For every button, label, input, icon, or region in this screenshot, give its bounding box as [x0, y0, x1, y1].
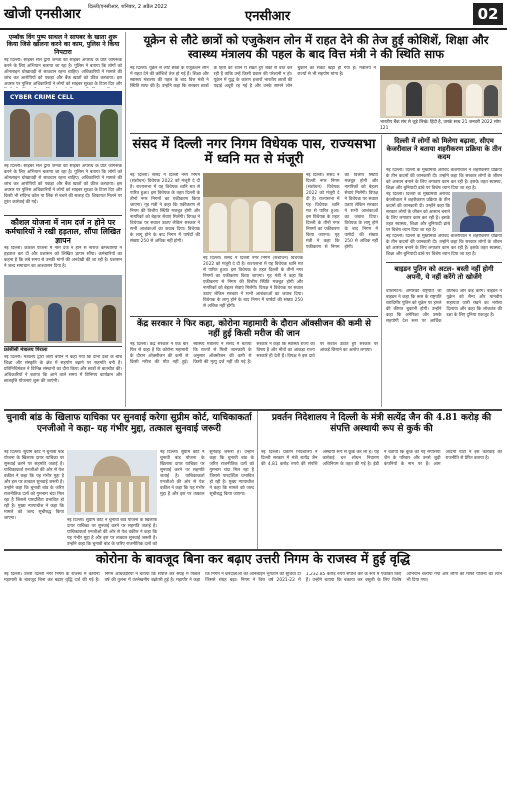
kejriwal-photo	[452, 192, 502, 232]
lead-body: नई दिल्ली। यूक्रेन से लौटे छात्रों के एजुकेशन लोन में राहत देने की कोशिशें तेज हो गई हैं। शिक्षा और स्वास्थ्य मंत्रालय की पहल के बाद वित्त मंत्री ने स्थिति साफ की है। उन्होंने कहा कि सरकार छात्रों के हितों को ध्यान में रखते हुए बैंकों से बात कर रही है ताकि उन्हें किसी प्रकार की परेशानी न हो। यूक्रेन में युद्ध के कारण हजारों भारतीय छात्रों की पढ़ाई अधूरी रह गई है और उनके सामने लोन चुकाने का संकट खड़ा हो गया है। मंत्रालय ने राज्यों से भी सहयोग मांगा है।	[130, 66, 376, 89]
ministry-story-headline: फ्रांसीसी मंत्रालय पिराला	[4, 347, 48, 353]
left-story-headline: एम्बॉक विंग पुष्प साथल ने सायबर के खाता शुरू किया जिसे खोलना करने का काम, पुलिस ने किया निपटारा	[6, 34, 120, 56]
kejriwal-body-cont: नई दिल्ली। दिल्ली के मुख्यमंत्री अरविंद केजरीवाल ने शहरीकरण प्रक्रिया के तीन कदमों की जानकारी दी। उन्होंने कहा कि सरकार लोगों के जीवन को आसान बनाने के लिए लगातार काम कर रही है। इसके तहत स्वास्थ्य, शिक्षा और बुनियादी ढांचे पर विशेष ध्यान दिया जा रहा है।	[386, 192, 450, 232]
lead-headline: यूक्रेन से लौटे छात्रों को एजुकेशन लोन में राहत देने की तेज हुई कोशिशें, शिक्षा और स्वास्थ्य मंत्रालय की पहल के बाद वित्त मंत्री ने की स्थिति साफ	[143, 33, 489, 61]
column-divider	[257, 411, 258, 549]
supreme-court-photo	[67, 450, 157, 515]
left-story-photo	[4, 91, 122, 161]
brand-name: खोजी एनसीआर	[4, 7, 81, 22]
mcd-bill-photo	[203, 173, 303, 253]
strike-story-headline: कौशल योजना में नाम दर्ज न होने पर कर्मचारियों ने रखी हड़ताल, सौंपा लिखित ज्ञापन	[5, 218, 121, 246]
kejriwal-body-tail: नई दिल्ली। दिल्ली के मुख्यमंत्री अरविंद केजरीवाल ने शहरीकरण प्रक्रिया के तीन कदमों की जानकारी दी। उन्होंने कहा कि सरकार लोगों के जीवन को आसान बनाने के लिए लगातार काम कर रही है। इसके तहत स्वास्थ्य, शिक्षा और बुनियादी ढांचे पर विशेष ध्यान दिया जा रहा है।	[386, 234, 502, 257]
divider	[130, 316, 378, 317]
divider	[386, 262, 502, 263]
strike-story-body: नई दिल्ली। कौशल योजना में नाम दर्ज न होने से नाराज कर्मचारियों ने हड़ताल कर दी और प्रशासन को लिखित ज्ञापन सौंपा। कर्मचारियों का कहना है कि लंबे समय से उनकी मांगों की अनदेखी की जा रही है। प्रशासन ने जल्द समाधान का आश्वासन दिया है।	[4, 246, 122, 269]
ministry-story-body: नई दिल्ली। मंत्रालय द्वारा जारी बयान में कहा गया कि दोनों देशों के बीच शिक्षा और संस्कृति के क्षेत्र में सहयोग बढ़ाने पर सहमति बनी है। प्रतिनिधिमंडल ने विभिन्न संस्थानों का दौरा किया और छात्रों से बातचीत की। अधिकारियों ने बताया कि आने वाले समय में विनिमय कार्यक्रम और छात्रवृत्ति योजनाएं शुरू की जाएंगी।	[4, 355, 122, 384]
electoral-bond-headline: चुनावी बांड के खिलाफ याचिका पर सुनवाई करेगा सुप्रीम कोर्ट, याचिकाकर्ता एनजीओ ने कहा- यह गंभीर मुद्दा, तत्काल सुनवाई जरूरी	[6, 413, 252, 434]
dateline: दिल्ली/एनसीआर, शनिवार, 2 अप्रैल 2022	[88, 4, 168, 10]
mcd-bill-body-left: नई दिल्ली। संसद ने दिल्ली नगर निगम (संशोधन) विधेयक 2022 को मंजूरी दे दी है। राज्यसभा में यह विधेयक ध्वनि मत से पारित हुआ। इस विधेयक के तहत दिल्ली के तीनों नगर निगमों का एकीकरण किया जाएगा। गृह मंत्री ने कहा कि एकीकरण से निगम की वित्तीय स्थिति मजबूत होगी और नागरिकों को बेहतर सेवाएं मिलेंगी। विपक्ष ने विधेयक पर सवाल उठाए लेकिन सरकार ने सभी आशंकाओं का जवाब दिया। विधेयक के लागू होने के बाद निगम में पार्षदों की संख्या 250 से अधिक नहीं होगी।	[130, 173, 200, 244]
lead-photo	[380, 66, 502, 118]
satyendar-headline: प्रवर्तन निदेशालय ने दिल्ली के मंत्री सत्येंद्र जैन की 4.81 करोड़ की संपत्ति अस्थायी रूप से कुर्क की	[271, 413, 492, 434]
section-title: एनसीआर	[245, 9, 291, 24]
lead-photo-caption: भारतीय बैंक संघ से जुड़े लिखे। हिंदी है, उसके साथ 21 जनवरी 2022 सोम 121	[380, 120, 501, 131]
column-divider	[381, 135, 382, 407]
left-story-body: नई दिल्ली। साइबर सेल द्वारा जनता को साइबर अपराध के प्रति जागरूक करने के लिए अभियान चलाया जा रहा है। पुलिस ने बताया कि लोगों को ऑनलाइन धोखाधड़ी से सावधान रहना चाहिए। अधिकारियों ने मामले की जांच कर आरोपियों को पकड़ा और बैंक खातों को फ्रीज करवाया। इस अवसर पर पुलिस अधिकारियों ने लोगों को साइबर सुरक्षा के टिप्स दिए और	[4, 58, 122, 87]
kejriwal-body: नई दिल्ली। दिल्ली के मुख्यमंत्री अरविंद केजरीवाल ने शहरीकरण प्रक्रिया के तीन कदमों की जानकारी दी। उन्होंने कहा कि सरकार लोगों के जीवन को आसान बनाने के लिए लगातार काम कर रही है। इसके तहत स्वास्थ्य, शिक्षा और बुनियादी ढांचे पर विशेष ध्यान दिया जा रहा है।	[386, 168, 502, 190]
mcd-bill-body-right: नई दिल्ली। संसद ने दिल्ली नगर निगम (संशोधन) विधेयक 2022 को मंजूरी दे दी है। राज्यसभा में यह विधेयक ध्वनि मत से पारित हुआ। इस विधेयक के तहत दिल्ली के तीनों नगर निगमों का एकीकरण किया जाएगा। गृह मंत्री ने कहा कि एकीकरण से निगम की वित्तीय स्थिति मजबूत होगी और नागरिकों को बेहतर सेवाएं मिलेंगी। विपक्ष ने विधेयक पर सवाल उठाए लेकिन सरकार ने सभी आशंकाओं का जवाब दिया। विधेयक के लागू होने के बाद निगम में पार्षदों की संख्या 250 से अधिक नहीं होगी।	[306, 173, 378, 250]
divider	[4, 409, 502, 411]
kejriwal-headline: दिल्ली में लोगों को मिलेगा बढ़ावा, सीएम केजरीवाल ने बताया शहरीकरण प्रक्रिया के तीन कदम	[386, 137, 502, 162]
left-story-body-cont: नई दिल्ली। साइबर सेल द्वारा जनता को साइबर अपराध के प्रति जागरूक करने के लिए अभियान चलाया जा रहा है। पुलिस ने बताया कि लोगों को ऑनलाइन धोखाधड़ी से सावधान रहना चाहिए। अधिकारियों ने मामले की जांच कर आरोपियों को पकड़ा और बैंक खातों को फ्रीज करवाया। इस अवसर पर पुलिस अधिकारियों ने लोगों को साइबर सुरक्षा के टिप्स दिए और किसी भी संदिग्ध कॉल या लिंक से बचने की सलाह दी। शिकायत मिलने पर तुरंत कार्रवाई की गई।	[4, 164, 122, 205]
oxygen-body: नई दिल्ली। केंद्र सरकार ने एक बार फिर से कहा है कि कोरोना महामारी के दौरान ऑक्सीजन की कमी से किसी मरीज की मौत नहीं हुई। स्वास्थ्य मंत्रालय ने संसद में बताया कि राज्यों से मिली जानकारी के अनुसार ऑक्सीजन की कमी से किसी की मृत्यु दर्ज नहीं की गई है। सरकार ने कहा कि स्वास्थ्य राज्य का विषय है और मौतों का आंकड़ा राज्य सरकारें ही देती हैं। विपक्ष ने इस दावे पर सवाल उठाते हुए सरकार पर आंकड़े छिपाने का आरोप लगाया।	[130, 342, 378, 365]
satyendar-body: नई दिल्ली। प्रवर्तन निदेशालय ने दिल्ली सरकार में मंत्री सत्येंद्र जैन की 4.81 करोड़ रुपये की संपत्ति अस्थायी रूप से कुर्क कर ली है। यह कार्रवाई धन शोधन निवारण अधिनियम के तहत की गई है। ईडी ने बताया कि कुर्क की गई संपत्तियां जैन के परिवार और उनसे जुड़ी कंपनियों के नाम पर हैं। आम आदमी पार्टी ने इस कार्रवाई को राजनीति से प्रेरित बताया है।	[261, 450, 502, 467]
electoral-bond-body-left: नई दिल्ली। सुप्रीम कोर्ट ने चुनावी बांड योजना के खिलाफ दायर याचिका पर सुनवाई करने पर सहमति जताई है। याचिकाकर्ता एनजीओ की ओर से पेश वकील ने कहा कि यह गंभीर मुद्दा है और इस पर तत्काल सुनवाई जरूरी है। उन्होंने कहा कि चुनावी बांड के जरिए राजनीतिक दलों को गुमनाम चंदा मिल रहा है जिससे पारदर्शिता प्रभावित हो रही है। मुख्य न्यायाधीश ने कहा कि मामले को जल्द सूचीबद्ध किया जाएगा।	[4, 450, 64, 521]
electoral-bond-body-mid: नई दिल्ली। सुप्रीम कोर्ट ने चुनावी बांड योजना के खिलाफ दायर याचिका पर सुनवाई करने पर सहमति जताई है। याचिकाकर्ता एनजीओ की ओर से पेश वकील ने कहा कि यह गंभीर मुद्दा है और इस पर तत्काल सुनवाई जरूरी है। उन्होंने कहा कि चुनावी बांड के जरिए राजनीतिक दलों को	[67, 518, 157, 546]
divider	[130, 133, 502, 134]
page-number: 02	[473, 3, 503, 25]
electoral-bond-body-right: नई दिल्ली। सुप्रीम कोर्ट ने चुनावी बांड योजना के खिलाफ दायर याचिका पर सुनवाई करने पर सहमति जताई है। याचिकाकर्ता एनजीओ की ओर से पेश वकील ने कहा कि यह गंभीर मुद्दा है और इस पर तत्काल सुनवाई जरूरी है। उन्होंने कहा कि चुनावी बांड के जरिए राजनीतिक दलों को गुमनाम चंदा मिल रहा है जिससे पारदर्शिता प्रभावित हो रही है। मुख्य न्यायाधीश ने कहा कि मामले को जल्द सूचीबद्ध किया जाएगा।	[160, 450, 254, 497]
masthead	[0, 0, 507, 30]
biden-body: वॉशिंगटन। अमेरिकी राष्ट्रपति जो बाइडन ने कहा कि रूस के राष्ट्रपति व्लादिमीर पुतिन को यूक्रेन पर हमले की कीमत चुकानी होगी। उन्होंने कहा कि अमेरिका और उसके सहयोगी देश रूस पर आर्थिक प्रतिबंध और कड़े करेंगे। बाइडन ने यूक्रेन को सैन्य और मानवीय सहायता जारी रखने का भरोसा दिलाया और कहा कि लोकतंत्र की रक्षा के लिए दुनिया एकजुट है।	[386, 289, 502, 324]
biden-headline: बाइडन पुतिन को अटल- बस्ती नहीं होगी अपनी, ये नहीं करेंगे तो खोजेंगे	[394, 265, 494, 282]
revenue-body: नई दिल्ली। उत्तरी दिल्ली नगर निगम के राजस्व में कोरोना महामारी के बावजूद बिना कर बढ़ाए वृद्धि दर्ज की गई है। निगम अधिकारियों ने बताया कि संपत्ति कर संग्रह में पिछले वर्ष की तुलना में उल्लेखनीय बढ़ोतरी हुई है। महापौर ने कहा कि निगम ने करदाताओं को ऑनलाइन भुगतान की सुविधा दी जिससे संग्रह बढ़ा। निगम ने वित्त वर्ष 2021-22 में 1,232.85 करोड़ रुपये संपत्ति कर के रूप में एकत्रित किए हैं। उन्होंने बताया कि बकाया कर वसूली के लिए विशेष अभियान चलाया गया और लोगों को माफी योजना का लाभ भी दिया गया।	[4, 572, 502, 583]
strike-story-photo	[4, 275, 122, 343]
oxygen-headline: केंद्र सरकार ने फिर कहा, कोरोना महामारी के दौरान ऑक्सीजन की कमी से नहीं हुई किसी मरीज की जान	[137, 319, 371, 340]
column-divider	[125, 32, 126, 407]
mcd-bill-body-mid: नई दिल्ली। संसद ने दिल्ली नगर निगम (संशोधन) विधेयक 2022 को मंजूरी दे दी है। राज्यसभा में यह विधेयक ध्वनि मत से पारित हुआ। इस विधेयक के तहत दिल्ली के तीनों नगर निगमों का एकीकरण किया जाएगा। गृह मंत्री ने कहा कि एकीकरण से निगम की वित्तीय स्थिति मजबूत होगी और नागरिकों को बेहतर सेवाएं मिलेंगी। विपक्ष ने विधेयक पर सवाल उठाए लेकिन सरकार ने सभी आशंकाओं का जवाब दिया। विधेयक के लागू होने के बाद निगम में पार्षदों की संख्या 250 से अधिक नहीं होगी।	[203, 256, 303, 309]
revenue-headline: कोरोना के बावजूद बिना कर बढ़ाए उत्तरी निगम के राजस्व में हुई वृद्धि	[96, 551, 410, 566]
mcd-bill-headline: संसद में दिल्ली नगर निगम विधेयक पास, राज्यसभा में ध्वनि मत से मंजूरी	[132, 137, 376, 168]
photo-banner-text: CYBER CRIME CELL	[10, 94, 74, 101]
divider	[4, 215, 122, 216]
